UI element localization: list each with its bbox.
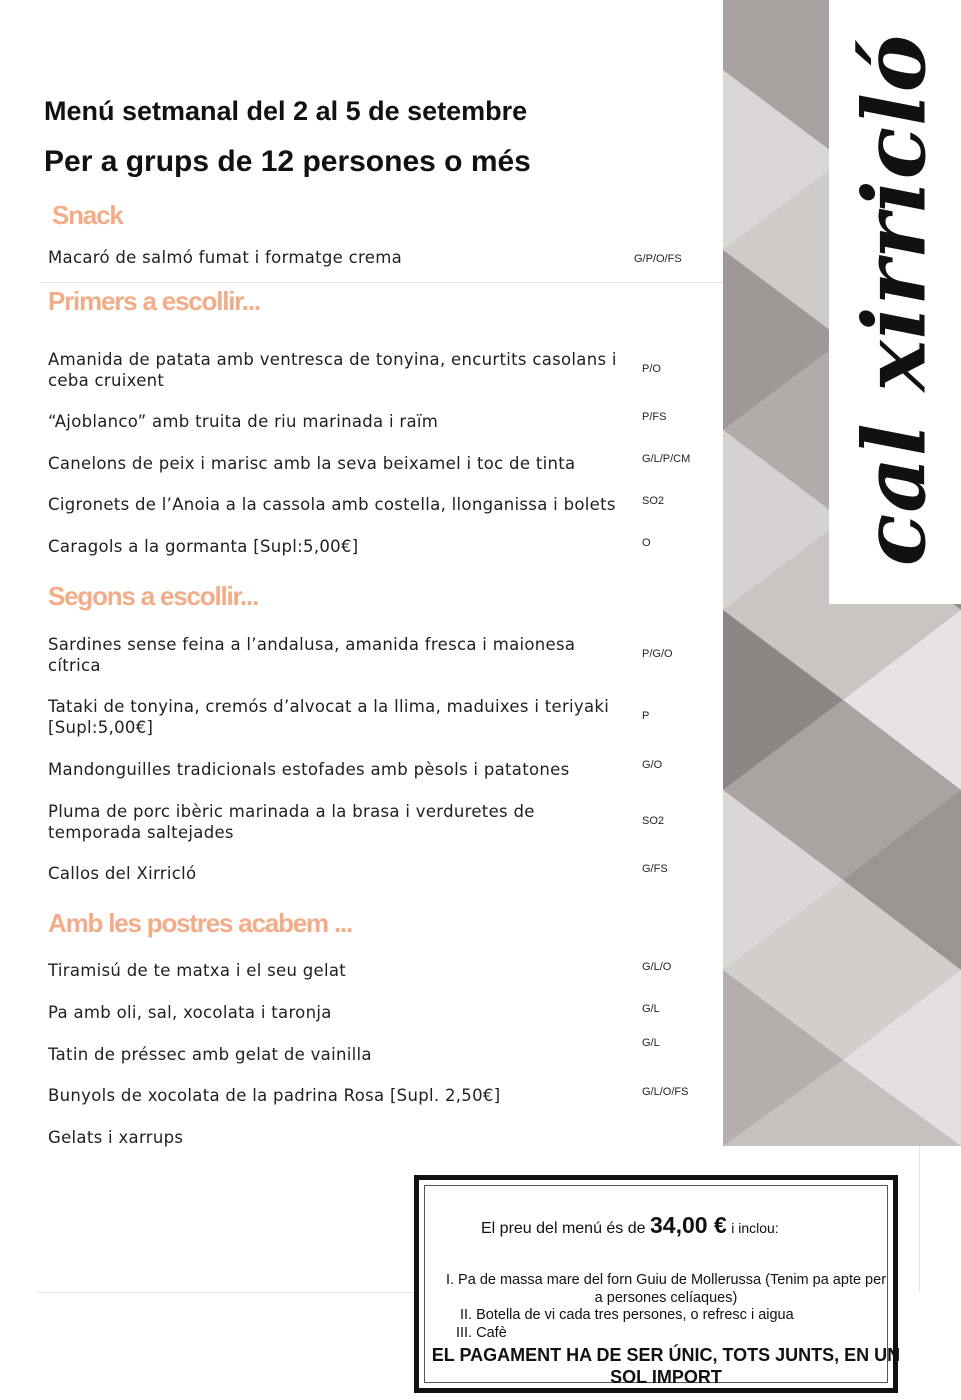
allergen-code: G/L/O/FS bbox=[642, 1086, 689, 1098]
menu-item: Caragols a la gormanta [Supl:5,00€] bbox=[48, 537, 359, 556]
payment-notice: EL PAGAMENT HA DE SER ÚNIC, TOTS JUNTS, EN UN SOL IMPORT bbox=[431, 1345, 901, 1387]
section-heading-segons: Segons a escollir... bbox=[48, 581, 259, 611]
allergen-code: P/G/O bbox=[642, 648, 673, 660]
section-heading-snack: Snack bbox=[52, 200, 123, 230]
allergen-code: O bbox=[642, 537, 651, 549]
price-amount: 34,00 € bbox=[650, 1212, 727, 1238]
divider bbox=[919, 1146, 920, 1292]
price-box bbox=[414, 1175, 901, 1393]
allergen-code: SO2 bbox=[642, 815, 665, 827]
allergen-code: P/O bbox=[642, 363, 661, 375]
included-item-2: II. Botella de vi cada tres persones, o refresc i aigua bbox=[460, 1307, 794, 1323]
allergen-code: G/P/O/FS bbox=[634, 253, 682, 265]
price-intro: El preu del menú és de bbox=[481, 1220, 646, 1237]
allergen-code: SO2 bbox=[642, 495, 665, 507]
menu-item: Canelons de peix i marisc amb la seva beixamel i toc de tinta bbox=[48, 454, 576, 473]
logo-panel bbox=[829, 0, 961, 604]
menu-subtitle: Per a grups de 12 persones o més bbox=[44, 145, 531, 178]
allergen-code: G/L bbox=[642, 1037, 660, 1049]
allergen-code: P bbox=[642, 710, 650, 722]
menu-item: Sardines sense feina a l’andalusa, amanida fresca i maionesa cítrica bbox=[48, 635, 576, 675]
menu-item: Callos del Xirricló bbox=[48, 864, 197, 883]
included-item-3: III. Cafè bbox=[456, 1325, 507, 1341]
menu-item: “Ajoblanco” amb truita de riu marinada i raïm bbox=[48, 412, 439, 431]
menu-item: Gelats i xarrups bbox=[48, 1128, 184, 1147]
allergen-code: G/L bbox=[642, 1003, 660, 1015]
menu-title: Menú setmanal del 2 al 5 de setembre bbox=[44, 96, 528, 126]
menu-item: Tatin de préssec amb gelat de vainilla bbox=[48, 1045, 372, 1064]
section-heading-primers: Primers a escollir... bbox=[48, 286, 260, 316]
menu-item: Tiramisú de te matxa i el seu gelat bbox=[48, 961, 347, 980]
allergen-code: G/O bbox=[642, 759, 663, 771]
included-item-1: I. Pa de massa mare del forn Guiu de Mollerussa (Tenim pa apte per a persones celíaques) bbox=[445, 1272, 887, 1306]
allergen-code: G/FS bbox=[642, 863, 668, 875]
menu-item: Tataki de tonyina, cremós d’alvocat a la llima, maduixes i teriyaki [Supl:5,00€] bbox=[48, 697, 610, 737]
menu-item: Pluma de porc ibèric marinada a la brasa i verduretes de temporada saltejades bbox=[48, 802, 535, 842]
menu-item: Macaró de salmó fumat i formatge crema bbox=[48, 248, 403, 267]
brand-logo: cal xirricló bbox=[844, 33, 946, 567]
menu-item: Bunyols de xocolata de la padrina Rosa [Supl. 2,50€] bbox=[48, 1086, 501, 1105]
allergen-code: G/L/O bbox=[642, 961, 672, 973]
menu-item: Pa amb oli, sal, xocolata i taronja bbox=[48, 1003, 332, 1022]
allergen-code: G/L/P/CM bbox=[642, 453, 691, 465]
divider bbox=[38, 1292, 414, 1293]
price-line bbox=[481, 1212, 779, 1239]
menu-item: Mandonguilles tradicionals estofades amb pèsols i patatones bbox=[48, 760, 570, 779]
menu-item: Cigronets de l’Anoia a la cassola amb costella, llonganissa i bolets bbox=[48, 495, 616, 514]
divider bbox=[40, 282, 723, 283]
price-includes: i inclou: bbox=[731, 1220, 779, 1236]
price-box-inner bbox=[424, 1185, 901, 1387]
menu-item: Amanida de patata amb ventresca de tonyina, encurtits casolans i ceba cruixent bbox=[48, 350, 617, 390]
section-heading-postres: Amb les postres acabem ... bbox=[48, 908, 353, 938]
allergen-code: P/FS bbox=[642, 411, 667, 423]
